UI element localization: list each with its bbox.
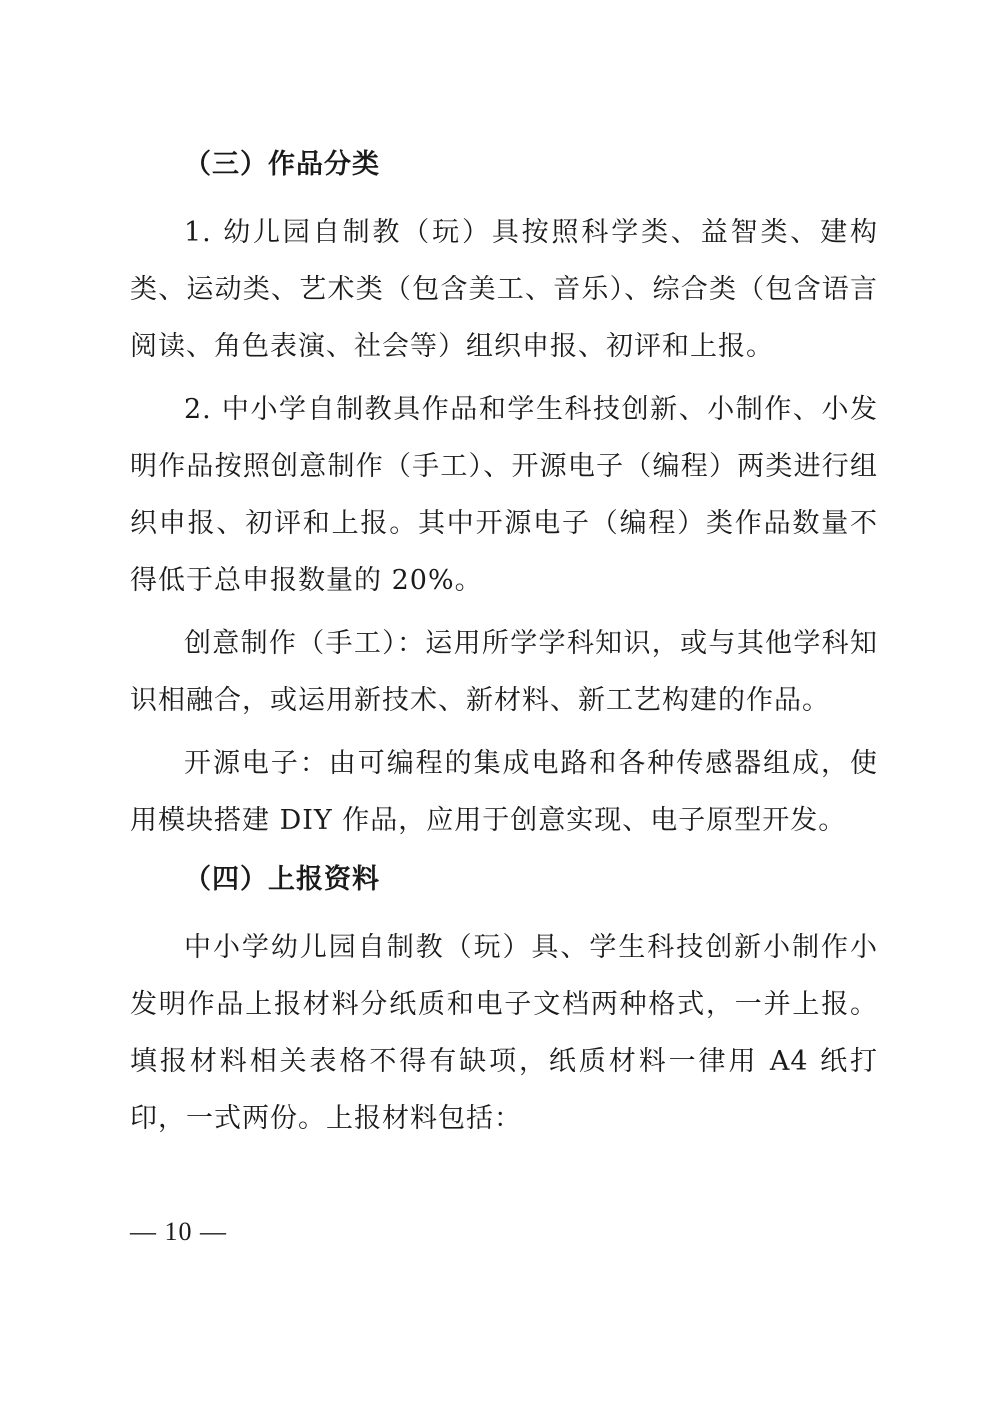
section-heading-category: （三）作品分类 [184, 149, 380, 180]
paragraph-creative-handmade: 创意制作（手工）：运用所学学科知识，或与其他学科知识相融合，或运用新技术、新材料、新工艺构建的作品。 [130, 628, 878, 716]
page-number: — 10 — [130, 1217, 227, 1246]
section-heading-materials: （四）上报资料 [184, 864, 380, 895]
paragraph-submission-materials: 中小学幼儿园自制教（玩）具、学生科技创新小制作小发明作品上报材料分纸质和电子文档两种格式，一并上报。填报材料相关表格不得有缺项，纸质材料一律用 A4 纸打印，一式两份。上报材料包括： [130, 932, 878, 1134]
paragraph-open-source-electronics: 开源电子：由可编程的集成电路和各种传感器组成，使用模块搭建 DIY 作品，应用于创意实现、电子原型开发。 [130, 748, 878, 836]
paragraph-kindergarten-categories: 1. 幼儿园自制教（玩）具按照科学类、益智类、建构类、运动类、艺术类（包含美工、音乐）、综合类（包含语言阅读、角色表演、社会等）组织申报、初评和上报。 [130, 217, 878, 362]
document-body [130, 140, 878, 1153]
paragraph-school-categories: 2. 中小学自制教具作品和学生科技创新、小制作、小发明作品按照创意制作（手工）、开源电子（编程）两类进行组织申报、初评和上报。其中开源电子（编程）类作品数量不得低于总申报数量的 20%。 [130, 394, 878, 596]
